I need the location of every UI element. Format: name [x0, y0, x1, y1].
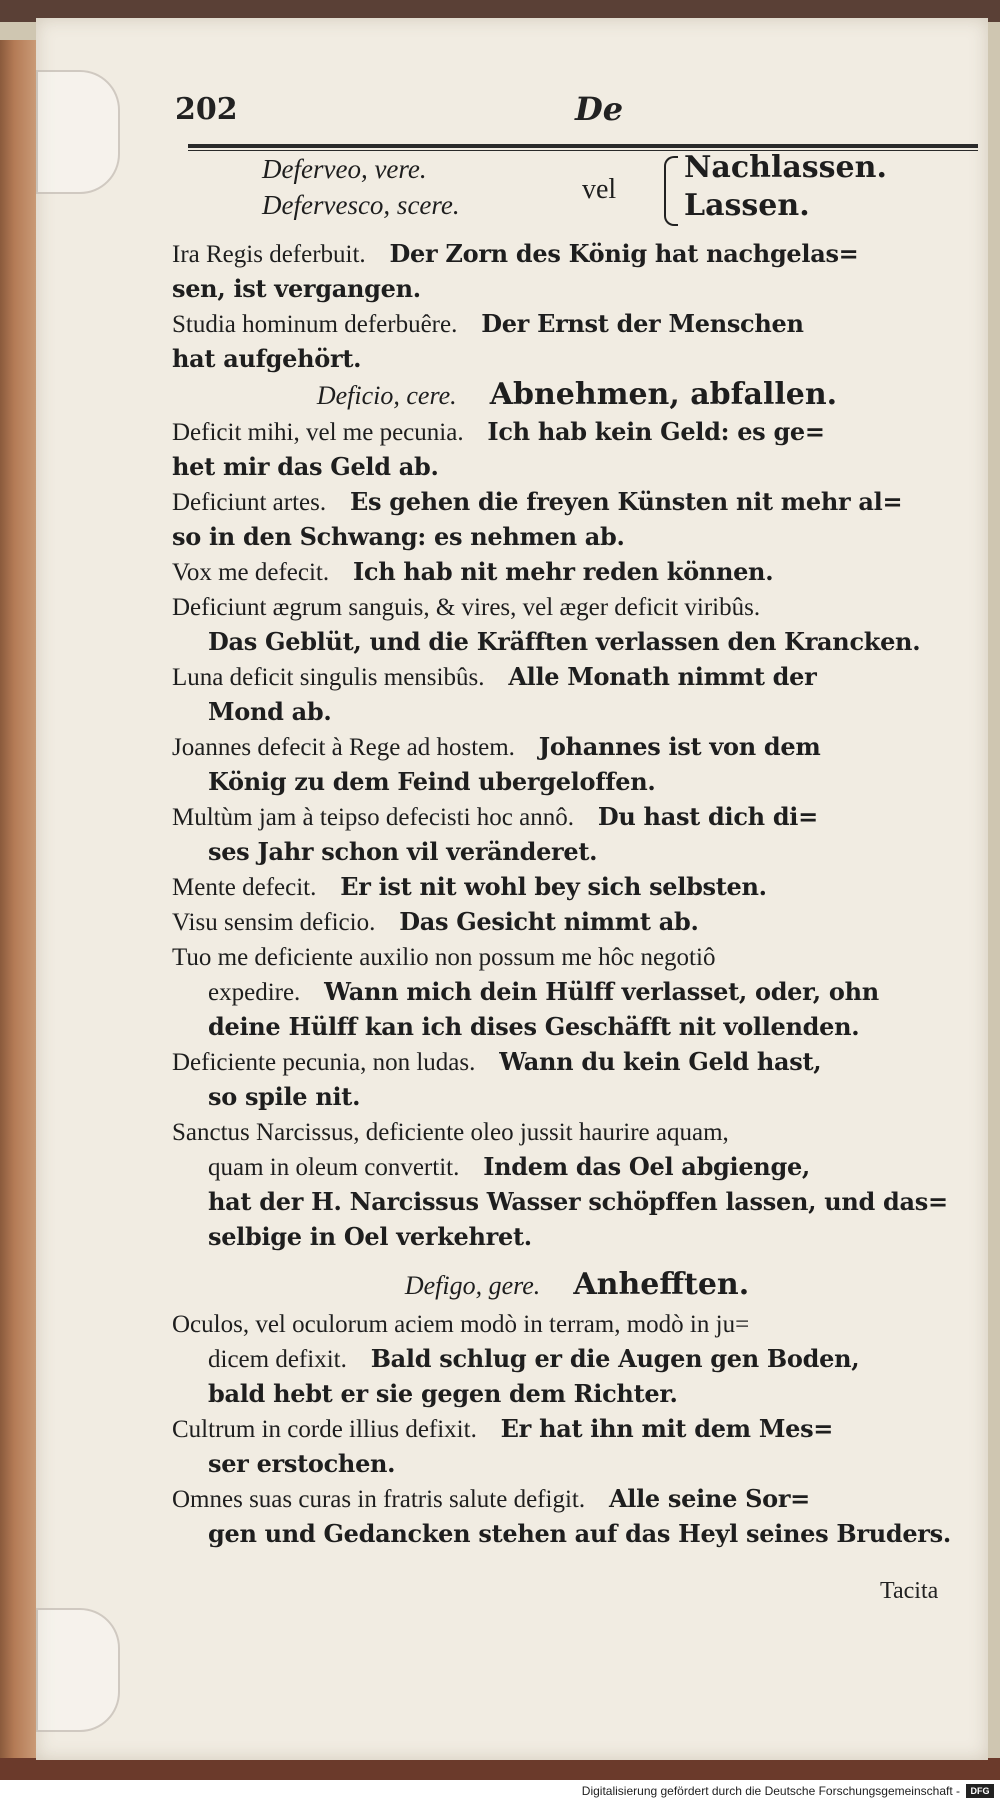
german-translation: Wann mich dein Hülff verlasset, oder, ohn [324, 977, 879, 1006]
entry-defigo [172, 1266, 982, 1304]
german-translation: ser erstochen. [208, 1449, 396, 1478]
latin-phrase: Ira Regis deferbuit. [172, 241, 366, 268]
german-translation: Es gehen die freyen Künsten nit mehr al= [349, 487, 903, 516]
headword-latin: Defigo, gere. [404, 1271, 541, 1300]
text-line [172, 1411, 982, 1446]
header-rule [188, 144, 978, 148]
german-translation: Ich hab nit mehr reden können. [352, 557, 774, 586]
german-translation: Der Zorn des König hat nachgelas= [389, 239, 859, 268]
catchword: Tacita [880, 1578, 939, 1604]
entry-lines-2 [172, 414, 982, 1254]
text-line [172, 1184, 982, 1219]
german-translation: Alle seine Sor= [608, 1484, 810, 1513]
german-translation: Er hat ihn mit dem Mes= [500, 1414, 834, 1443]
latin-phrase: Multùm jam à teipso defecisti hoc annô. [172, 804, 574, 831]
german-translation: König zu dem Feind ubergeloffen. [208, 767, 656, 796]
german-translation: so spile nit. [208, 1082, 361, 1111]
page-clip-top [36, 70, 120, 194]
latin-phrase: Deficiunt ægrum sanguis, & vires, vel æger deficit viribûs. [172, 594, 761, 621]
footer-bar [0, 1780, 1000, 1804]
vel-conjunction: vel [582, 174, 617, 205]
text-line [172, 764, 982, 799]
latin-phrase: quam in oleum convertit. [208, 1154, 460, 1181]
text-line [172, 589, 982, 624]
latin-phrase: dicem defixit. [208, 1346, 347, 1373]
headword-german: Abnehmen, abfallen. [489, 377, 838, 412]
latin-phrase: Visu sensim deficio. [172, 909, 376, 936]
german-translation: Alle Monath nimmt der [508, 662, 817, 691]
german-translation: hat aufgehört. [172, 344, 362, 373]
german-translation: bald hebt er sie gegen dem Richter. [208, 1379, 678, 1408]
german-translation: gen und Gedancken stehen auf das Heyl seines Bruders. [208, 1519, 951, 1548]
text-line [172, 449, 982, 484]
german-translation: ses Jahr schon vil veränderet. [208, 837, 598, 866]
book-edge-bottom [0, 1758, 1000, 1780]
latin-phrase: Studia hominum deferbuêre. [172, 311, 458, 338]
latin-phrase: Omnes suas curas in fratris salute defigit. [172, 1486, 586, 1513]
page-header [175, 92, 975, 132]
german-translation: deine Hülff kan ich dises Geschäfft nit vollenden. [208, 1012, 860, 1041]
headword-latin: Deferveo, vere. [262, 154, 427, 184]
latin-phrase: Vox me defecit. [172, 559, 330, 586]
entry-deferveo [172, 150, 982, 230]
german-translation: Das Geblüt, und die Kräfften verlassen den Krancken. [208, 627, 921, 656]
headword-german: Lassen. [684, 188, 810, 223]
latin-phrase: Tuo me deficiente auxilio non possum me hôc negotiô [172, 944, 716, 971]
headword-latin: Defervesco, scere. [262, 190, 460, 220]
text-line [172, 1114, 982, 1149]
text-line [172, 236, 982, 271]
german-translation: Der Ernst der Menschen [481, 309, 804, 338]
page-number: 202 [175, 92, 238, 127]
text-line [172, 1341, 982, 1376]
entry-lines-1 [172, 236, 982, 376]
running-head: De [575, 90, 624, 128]
text-line [172, 1149, 982, 1184]
headword-row [172, 1266, 982, 1304]
book-edge-left [0, 40, 38, 1770]
page-clip-bottom [36, 1608, 120, 1732]
german-translation: sen, ist vergangen. [172, 274, 421, 303]
german-translation: Bald schlug er die Augen gen Boden, [370, 1344, 860, 1373]
text-line [172, 271, 982, 306]
text-line [172, 341, 982, 376]
text-line [172, 484, 982, 519]
entry-lines-3 [172, 1306, 982, 1551]
text-line [172, 1446, 982, 1481]
german-translation: Das Gesicht nimmt ab. [399, 907, 699, 936]
latin-phrase: Cultrum in corde illius defixit. [172, 1416, 477, 1443]
headword-row [172, 376, 982, 414]
german-translation: hat der H. Narcissus Wasser schöpffen lassen, und das= [208, 1187, 948, 1216]
text-line [172, 1044, 982, 1079]
german-translation: so in den Schwang: es nehmen ab. [172, 522, 625, 551]
latin-phrase: Deficiente pecunia, non ludas. [172, 1049, 476, 1076]
text-line [172, 834, 982, 869]
text-line [172, 939, 982, 974]
german-translation: Wann du kein Geld hast, [499, 1047, 822, 1076]
text-line [172, 1079, 982, 1114]
german-translation: Mond ab. [208, 697, 332, 726]
german-translation: Du hast dich di= [597, 802, 818, 831]
latin-phrase: Deficit mihi, vel me pecunia. [172, 419, 464, 446]
funding-note: Digitalisierung gefördert durch die Deutsche Forschungsgemeinschaft - [581, 1784, 960, 1798]
latin-phrase: Deficiunt artes. [172, 489, 327, 516]
text-line [172, 519, 982, 554]
german-translation: Indem das Oel abgienge, [483, 1152, 810, 1181]
text-line [172, 974, 982, 1009]
headword-german: Anhefften. [573, 1267, 750, 1302]
text-line [172, 624, 982, 659]
german-translation: Ich hab kein Geld: es ge= [487, 417, 825, 446]
dfg-logo-icon: DFG [966, 1784, 994, 1798]
latin-phrase: Joannes defecit à Rege ad hostem. [172, 734, 515, 761]
headword-latin: Deficio, cere. [316, 381, 457, 410]
text-line [172, 1219, 982, 1254]
entry-deficio [172, 376, 982, 414]
latin-phrase: Sanctus Narcissus, deficiente oleo jussit haurire aquam, [172, 1119, 729, 1146]
german-translation: het mir das Geld ab. [172, 452, 439, 481]
text-line [172, 1481, 982, 1516]
text-line [172, 306, 982, 341]
text-line [172, 554, 982, 589]
text-line [172, 414, 982, 449]
text-line [172, 869, 982, 904]
text-line [172, 1376, 982, 1411]
text-line [172, 729, 982, 764]
brace-glyph [664, 156, 678, 226]
german-translation: Er ist nit wohl bey sich selbsten. [340, 872, 767, 901]
text-line [172, 1306, 982, 1341]
latin-phrase: expedire. [208, 979, 301, 1006]
text-line [172, 1009, 982, 1044]
headword-german: Nachlassen. [684, 150, 887, 185]
text-line [172, 799, 982, 834]
text-line [172, 904, 982, 939]
latin-phrase: Oculos, vel oculorum aciem modò in terram, modò in ju= [172, 1311, 750, 1338]
german-translation: selbige in Oel verkehret. [208, 1222, 532, 1251]
latin-phrase: Mente defecit. [172, 874, 317, 901]
text-line [172, 1516, 982, 1551]
text-line [172, 694, 982, 729]
latin-phrase: Luna deficit singulis mensibûs. [172, 664, 485, 691]
german-translation: Johannes ist von dem [538, 732, 821, 761]
text-line [172, 659, 982, 694]
